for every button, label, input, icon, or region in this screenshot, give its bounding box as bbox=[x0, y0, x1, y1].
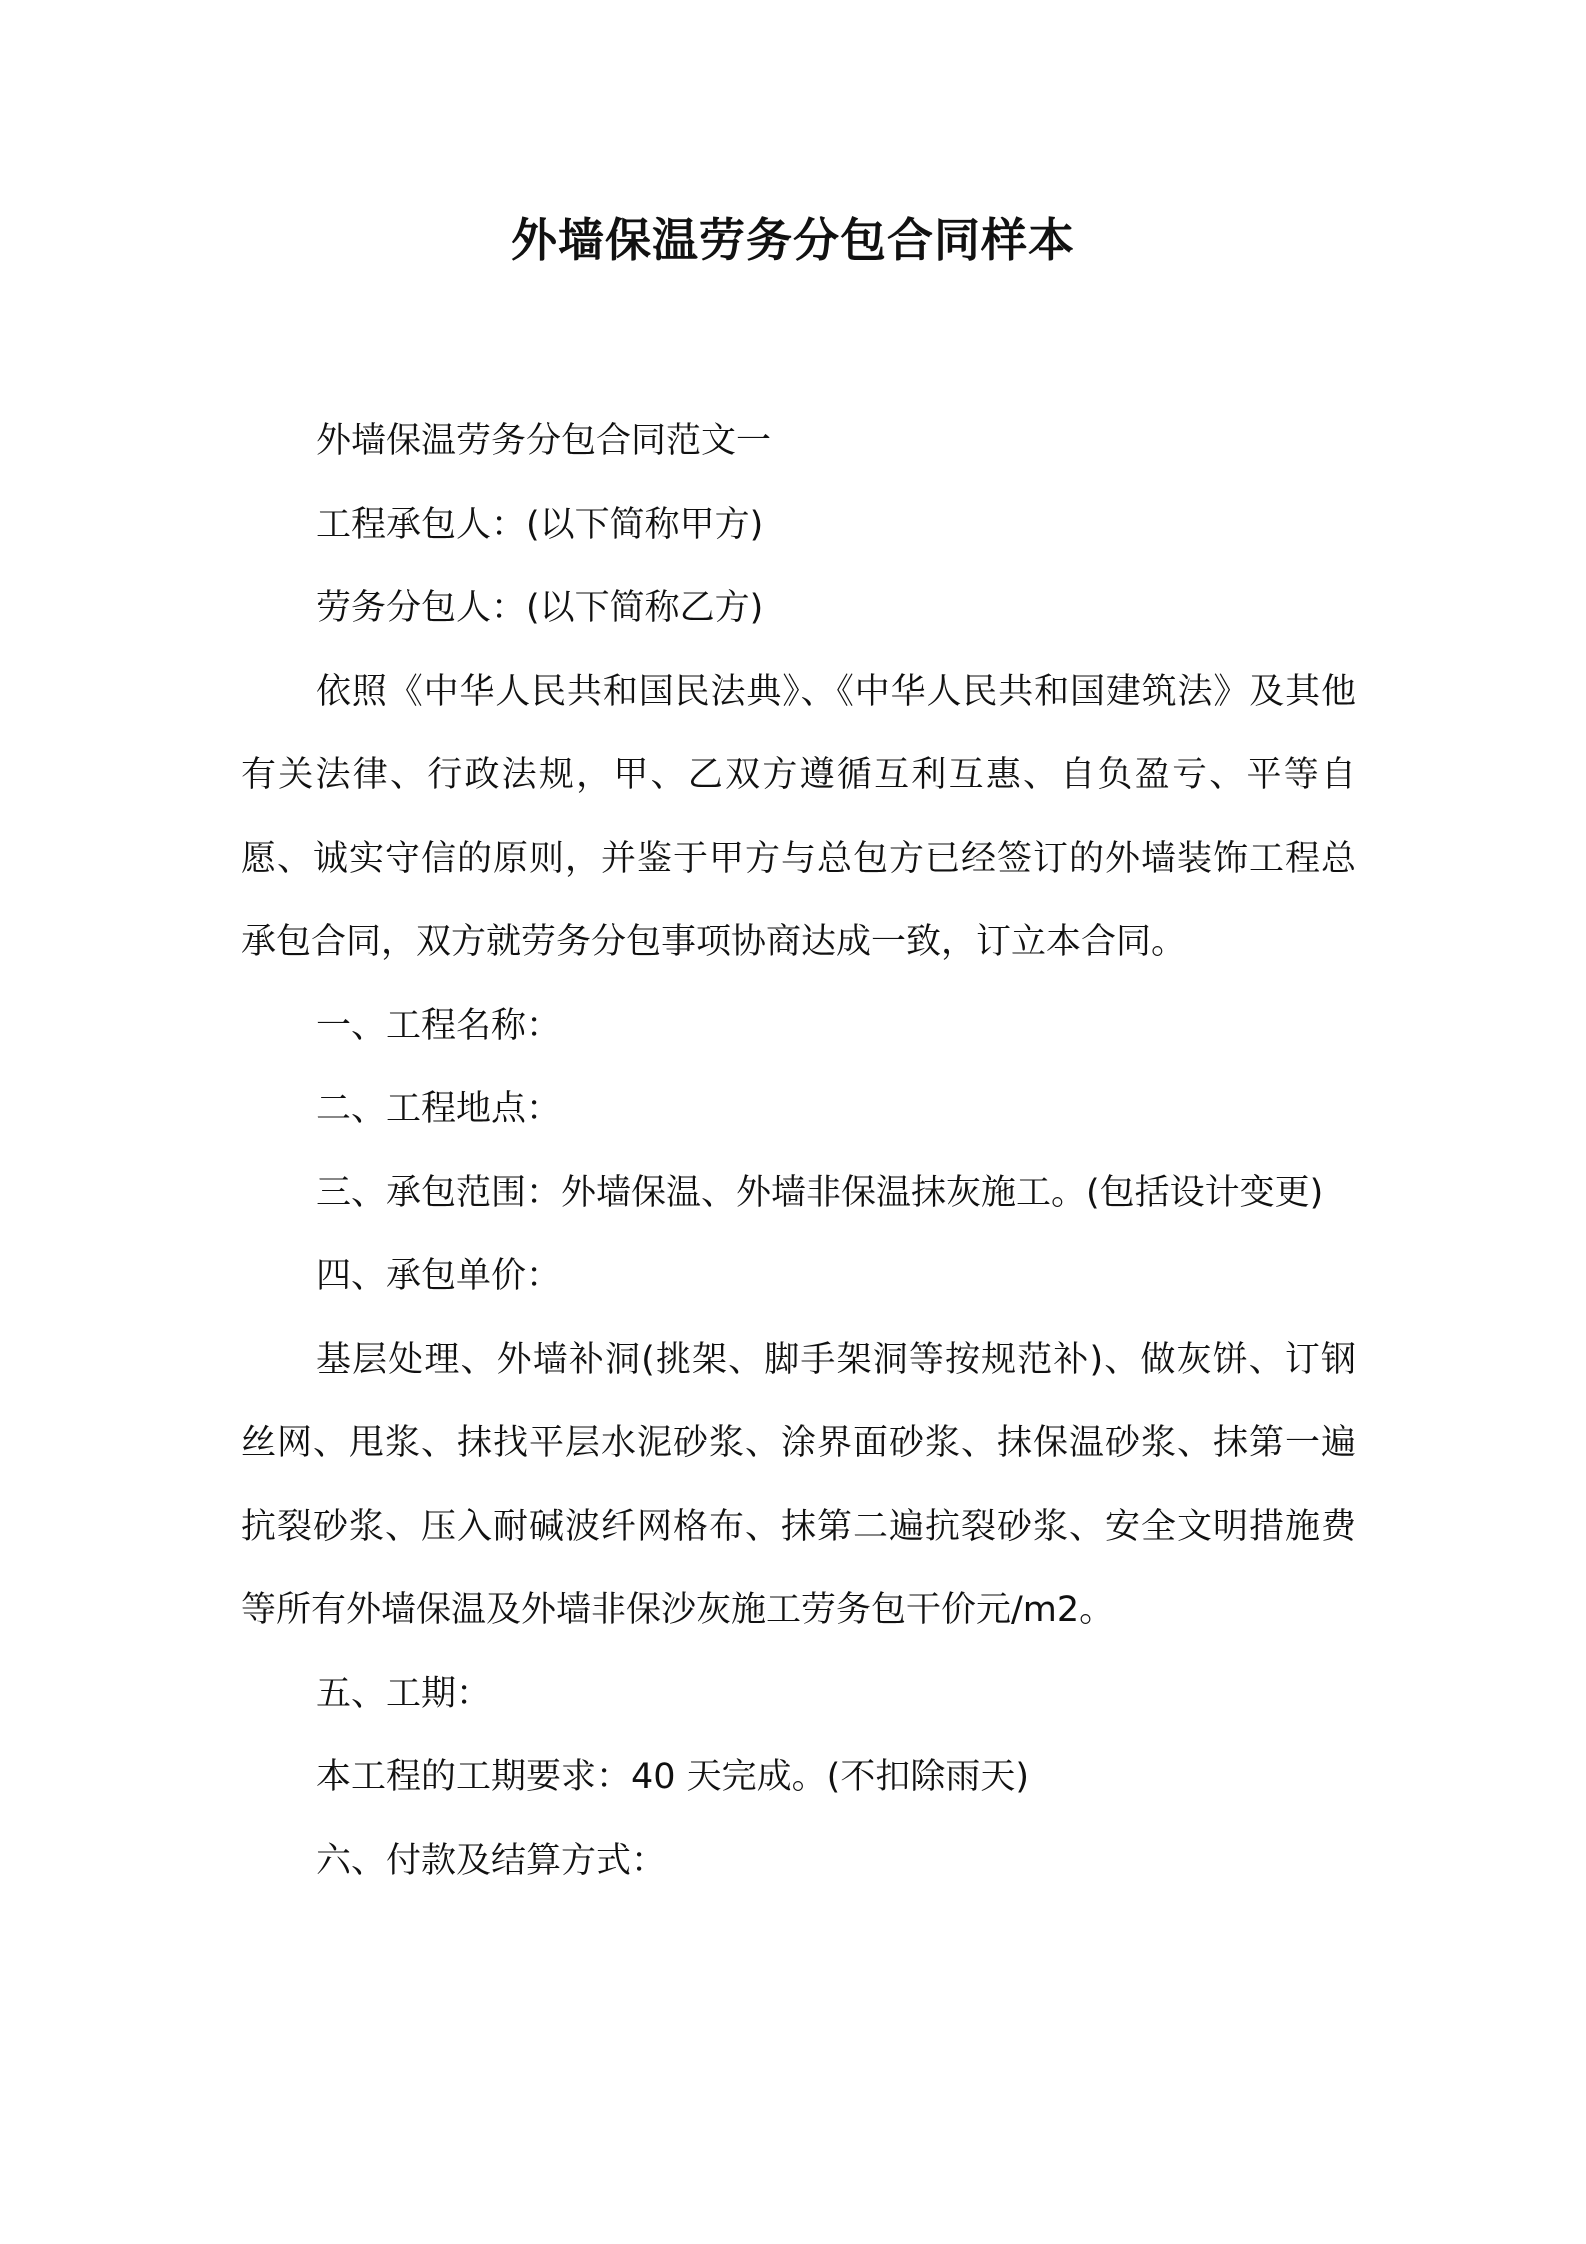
paragraph-contractor-party-a: 工程承包人：(以下简称甲方) bbox=[316, 504, 764, 545]
paragraph-subcontractor-party-b: 劳务分包人：(以下简称乙方) bbox=[316, 588, 764, 628]
clause-unit-price: 四、承包单价： bbox=[316, 1256, 562, 1296]
clause-payment-settlement: 六、付款及结算方式： bbox=[316, 1840, 667, 1881]
clause-construction-period: 五、工期： bbox=[316, 1673, 492, 1714]
paragraph-period-requirement: 本工程的工期要求：40 天完成。(不扣除雨天) bbox=[316, 1757, 1029, 1797]
clause-project-name: 一、工程名称： bbox=[316, 1005, 562, 1046]
paragraph-preamble: 依照《中华人民共和国民法典》、《中华人民共和国建筑法》及其他有关法律、行政法规，甲、乙双方遵循互利互惠、自负盈亏、平等自愿、诚实守信的原则，并鉴于甲方与总包方已经签订的外墙装饰工程总承包合同，双方就劳务分包事项协商达成一致，订立本合同。 bbox=[241, 671, 1356, 962]
clause-project-location: 二、工程地点： bbox=[316, 1089, 562, 1129]
document-title: 外墙保温劳务分包合同样本 bbox=[511, 213, 1075, 267]
paragraph-unit-price-details: 基层处理、外墙补洞(挑架、脚手架洞等按规范补)、做灰饼、订钢丝网、甩浆、抹找平层水泥砂浆、涂界面砂浆、抹保温砂浆、抹第一遍抗裂砂浆、压入耐碱波纤网格布、抹第二遍抗裂砂浆、安全文明措施费等所有外墙保温及外墙非保沙灰施工劳务包干价元/m2。 bbox=[241, 1339, 1356, 1630]
clause-contract-scope: 三、承包范围：外墙保温、外墙非保温抹灰施工。(包括设计变更) bbox=[316, 1172, 1324, 1213]
paragraph-heading-sample-one: 外墙保温劳务分包合同范文一 bbox=[316, 421, 772, 461]
document-body bbox=[241, 400, 1356, 1903]
